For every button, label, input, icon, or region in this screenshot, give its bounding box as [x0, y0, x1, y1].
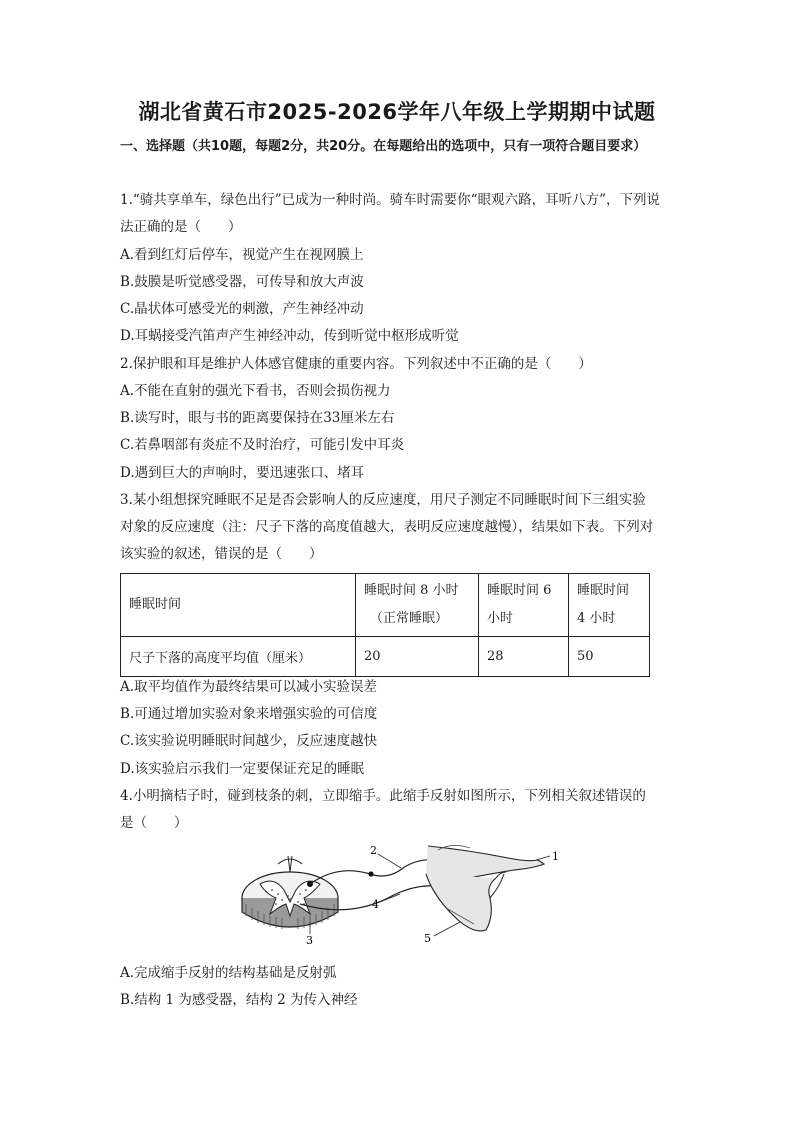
- table-row-header: 尺子下落的高度平均值（厘米）: [121, 637, 356, 677]
- table-col-header: [569, 574, 650, 637]
- q4-option-a: A.完成缩手反射的结构基础是反射弧: [120, 965, 337, 981]
- table-cell: 28: [479, 637, 569, 677]
- figure-label: 5: [424, 932, 431, 945]
- q2-option-c: C.若鼻咽部有炎症不及时治疗，可能引发中耳炎: [120, 437, 405, 453]
- q1-option-b: B.鼓膜是听觉感受器，可传导和放大声波: [120, 274, 364, 290]
- table-cell-text: 小时: [487, 611, 514, 626]
- q4-stem-line1: 4.小明摘桔子时，碰到枝条的刺，立即缩手。此缩手反射如图所示，下列相关叙述错误的: [120, 788, 646, 804]
- table-cell-text: （正常睡眠）: [370, 611, 449, 626]
- figure-label: 1: [552, 850, 559, 863]
- q1-stem-line1: 1.“骑共享单车，绿色出行”已成为一种时尚。骑车时需要你“眼观六路，耳听八方”，下列说: [120, 192, 660, 208]
- q4-stem-line2: 是（ ）: [120, 815, 188, 831]
- q3-stem-line2: 对象的反应速度（注：尺子下落的高度值越大，表明反应速度越慢），结果如下表。下列对: [120, 519, 654, 535]
- table-cell-text: 4 小时: [577, 611, 616, 626]
- table-row-header: [121, 574, 356, 637]
- table-cell-text: 睡眠时间: [577, 583, 630, 598]
- figure-label: 2: [370, 844, 377, 857]
- q1-option-c: C.晶状体可感受光的刺激，产生神经冲动: [120, 301, 364, 317]
- table-col-header: [479, 574, 569, 637]
- q3-option-a: A.取平均值作为最终结果可以减小实验误差: [120, 679, 378, 695]
- q4-option-b: B.结构 1 为感受器，结构 2 为传入神经: [120, 992, 358, 1008]
- table-row: [121, 637, 650, 677]
- table-cell-text: 睡眠时间 8 小时: [364, 583, 459, 598]
- table-cell-text: 睡眠时间: [129, 597, 182, 612]
- table-row: [121, 574, 650, 637]
- table-col-header: [356, 574, 479, 637]
- figure-label: 3: [306, 934, 313, 947]
- arm-illustration: [426, 845, 544, 930]
- experiment-table: [120, 573, 650, 677]
- q1-option-d: D.耳蜗接受汽笛声产生神经冲动，传到听觉中枢形成听觉: [120, 328, 459, 344]
- spinal-cord-section: [242, 856, 338, 929]
- q3-option-d: D.该实验启示我们一定要保证充足的睡眠: [120, 761, 365, 777]
- q3-option-b: B.可通过增加实验对象来增强实验的可信度: [120, 706, 378, 722]
- q3-stem-line3: 该实验的叙述，错误的是（ ）: [120, 546, 323, 562]
- q1-option-a: A.看到红灯后停车，视觉产生在视网膜上: [120, 247, 364, 263]
- figure-label: 4: [372, 898, 379, 911]
- table-cell: 50: [569, 637, 650, 677]
- table-cell: 20: [356, 637, 479, 677]
- q2-stem: 2.保护眼和耳是维护人体感官健康的重要内容。下列叙述中不正确的是（ ）: [120, 356, 592, 372]
- q2-option-b: B.读写时，眼与书的距离要保持在33厘米左右: [120, 410, 395, 426]
- reflex-arc-figure: [238, 838, 568, 950]
- q1-stem-line2: 法正确的是（ ）: [120, 219, 242, 235]
- section-header: 一、选择题（共10题，每题2分，共20分。在每题给出的选项中，只有一项符合题目要求）: [120, 139, 647, 154]
- q2-option-d: D.遇到巨大的声响时，要迅速张口、堵耳: [120, 465, 365, 481]
- page-title: 湖北省黄石市2025-2026学年八年级上学期期中试题: [138, 100, 656, 124]
- q3-option-c: C.该实验说明睡眠时间越少，反应速度越快: [120, 733, 378, 749]
- table-cell-text: 睡眠时间 6: [487, 583, 552, 598]
- q3-stem-line1: 3.某小组想探究睡眠不足是否会影响人的反应速度，用尺子测定不同睡眠时间下三组实验: [120, 492, 646, 508]
- q2-option-a: A.不能在直射的强光下看书，否则会损伤视力: [120, 383, 391, 399]
